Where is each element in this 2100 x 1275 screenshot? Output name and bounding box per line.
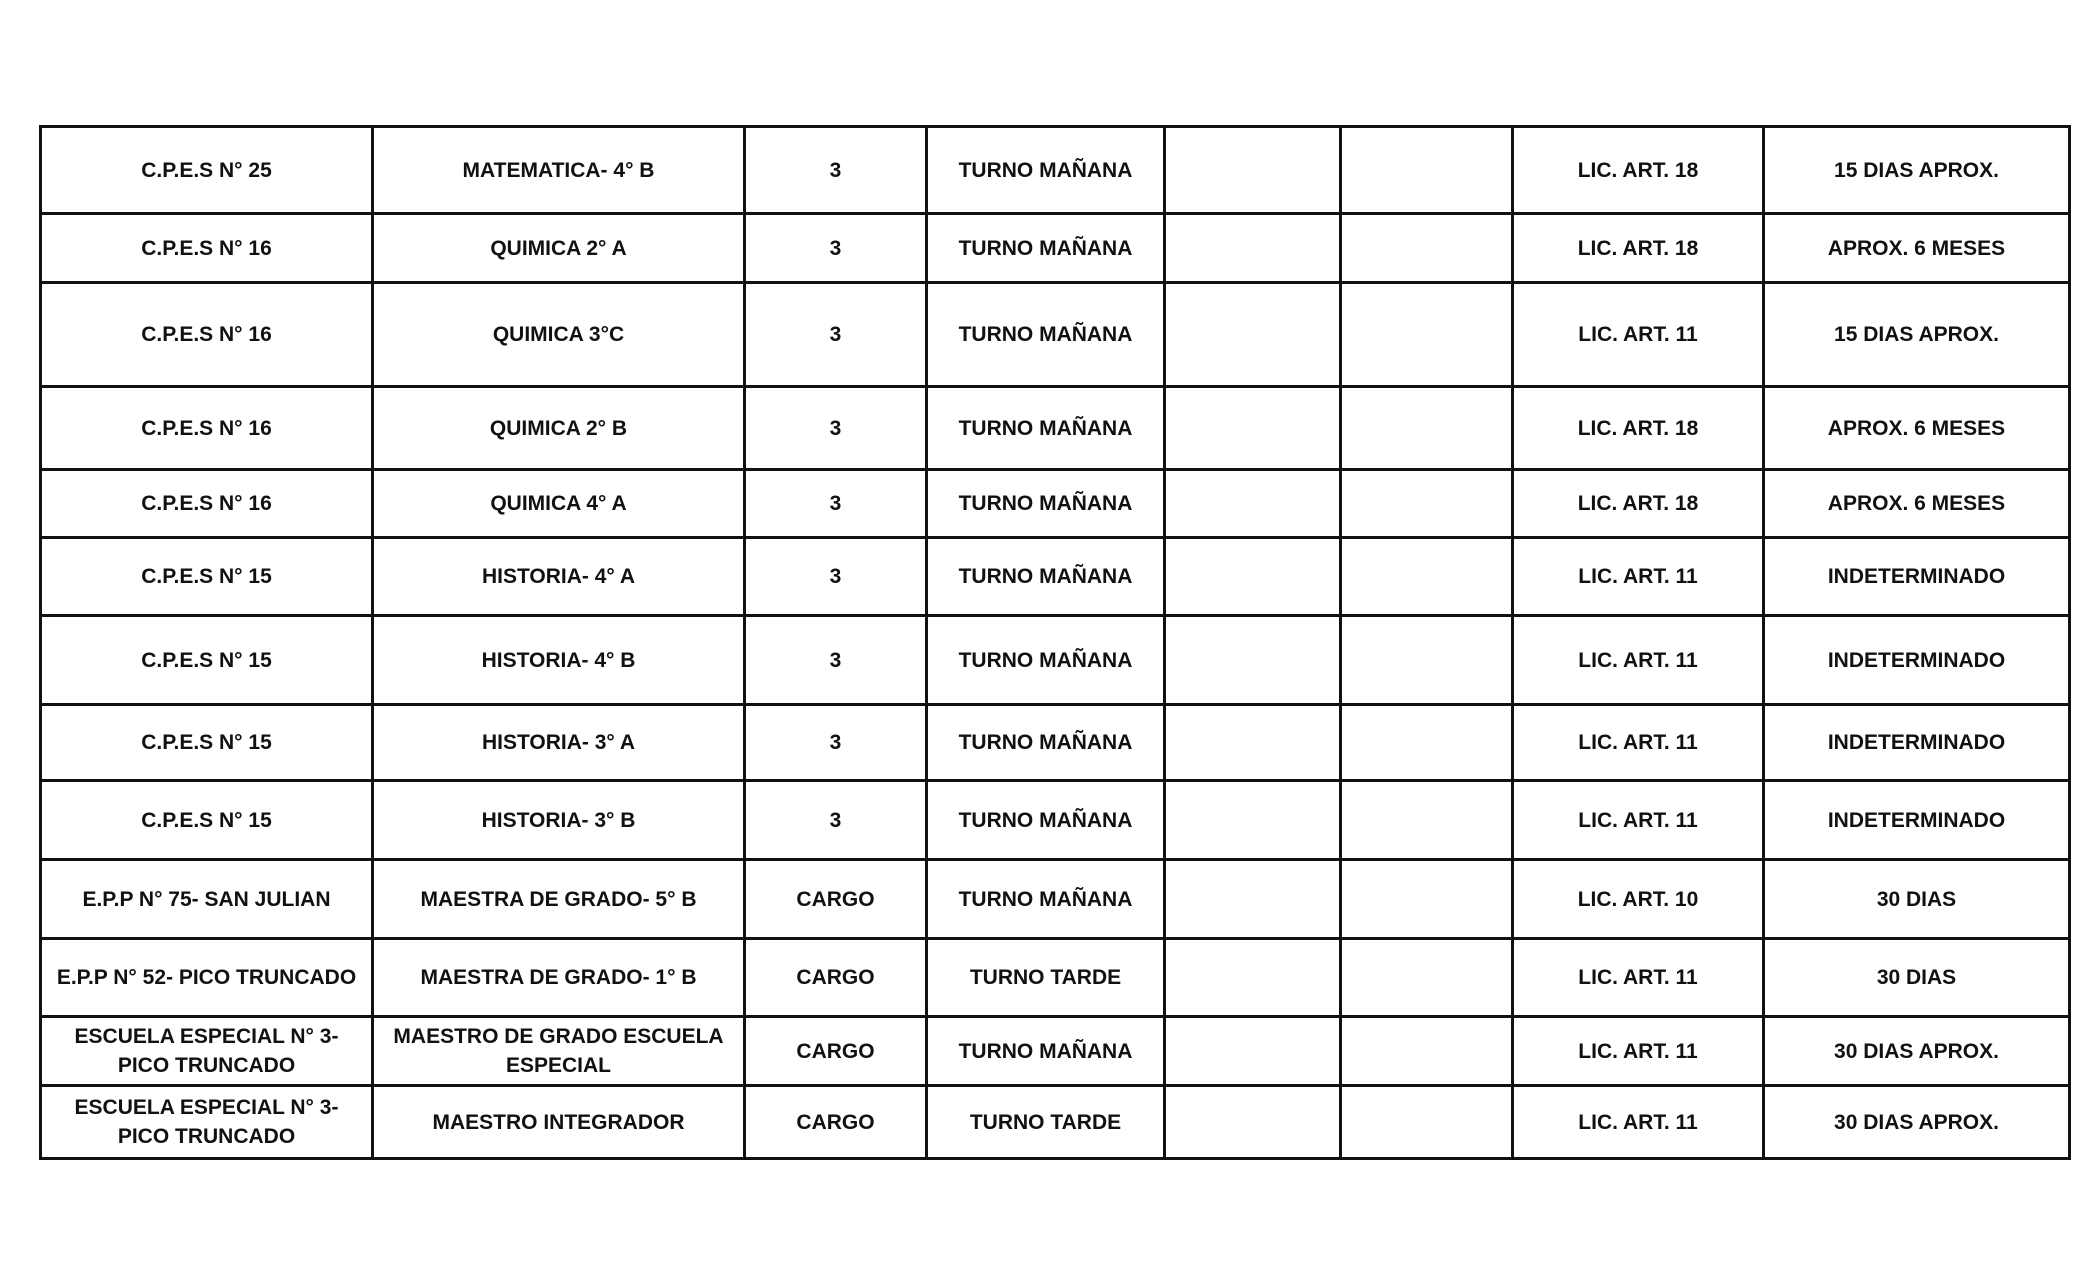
subject-cell: HISTORIA- 3° B xyxy=(373,781,745,860)
duration-cell: INDETERMINADO xyxy=(1764,616,2070,705)
table-row xyxy=(41,283,2070,387)
school-cell: C.P.E.S N° 16 xyxy=(41,283,373,387)
empty-cell xyxy=(1341,127,1513,214)
table-row xyxy=(41,1086,2070,1159)
duration-cell: APROX. 6 MESES xyxy=(1764,470,2070,538)
shift-cell: TURNO MAÑANA xyxy=(927,1017,1165,1086)
duration-cell: 15 DIAS APROX. xyxy=(1764,283,2070,387)
leave-article-cell: LIC. ART. 18 xyxy=(1513,470,1764,538)
school-cell: ESCUELA ESPECIAL N° 3- PICO TRUNCADO xyxy=(41,1086,373,1159)
empty-cell xyxy=(1341,214,1513,283)
table-row xyxy=(41,1017,2070,1086)
hours-cell: 3 xyxy=(745,538,927,616)
school-cell: C.P.E.S N° 15 xyxy=(41,705,373,781)
table-body xyxy=(41,127,2070,1159)
positions-table xyxy=(39,125,2071,1160)
table-row xyxy=(41,705,2070,781)
hours-cell: 3 xyxy=(745,470,927,538)
duration-cell: INDETERMINADO xyxy=(1764,538,2070,616)
leave-article-cell: LIC. ART. 11 xyxy=(1513,1086,1764,1159)
empty-cell xyxy=(1165,127,1341,214)
table-row xyxy=(41,127,2070,214)
table-row xyxy=(41,939,2070,1017)
hours-cell: CARGO xyxy=(745,860,927,939)
shift-cell: TURNO TARDE xyxy=(927,1086,1165,1159)
subject-cell: HISTORIA- 4° A xyxy=(373,538,745,616)
empty-cell xyxy=(1341,939,1513,1017)
empty-cell xyxy=(1341,387,1513,470)
leave-article-cell: LIC. ART. 18 xyxy=(1513,127,1764,214)
duration-cell: APROX. 6 MESES xyxy=(1764,214,2070,283)
leave-article-cell: LIC. ART. 11 xyxy=(1513,939,1764,1017)
leave-article-cell: LIC. ART. 18 xyxy=(1513,214,1764,283)
school-cell: C.P.E.S N° 16 xyxy=(41,470,373,538)
empty-cell xyxy=(1165,1017,1341,1086)
school-cell: C.P.E.S N° 16 xyxy=(41,387,373,470)
hours-cell: CARGO xyxy=(745,939,927,1017)
empty-cell xyxy=(1341,1017,1513,1086)
duration-cell: INDETERMINADO xyxy=(1764,781,2070,860)
leave-article-cell: LIC. ART. 11 xyxy=(1513,538,1764,616)
empty-cell xyxy=(1165,470,1341,538)
empty-cell xyxy=(1165,616,1341,705)
school-cell: C.P.E.S N° 25 xyxy=(41,127,373,214)
subject-cell: MAESTRA DE GRADO- 1° B xyxy=(373,939,745,1017)
table-row xyxy=(41,387,2070,470)
empty-cell xyxy=(1341,470,1513,538)
empty-cell xyxy=(1165,860,1341,939)
shift-cell: TURNO MAÑANA xyxy=(927,781,1165,860)
hours-cell: 3 xyxy=(745,387,927,470)
leave-article-cell: LIC. ART. 11 xyxy=(1513,781,1764,860)
shift-cell: TURNO MAÑANA xyxy=(927,283,1165,387)
leave-article-cell: LIC. ART. 11 xyxy=(1513,705,1764,781)
empty-cell xyxy=(1165,214,1341,283)
table-row xyxy=(41,214,2070,283)
hours-cell: 3 xyxy=(745,127,927,214)
empty-cell xyxy=(1341,705,1513,781)
hours-cell: CARGO xyxy=(745,1086,927,1159)
school-cell: C.P.E.S N° 16 xyxy=(41,214,373,283)
subject-cell: QUIMICA 2° B xyxy=(373,387,745,470)
shift-cell: TURNO MAÑANA xyxy=(927,214,1165,283)
leave-article-cell: LIC. ART. 11 xyxy=(1513,616,1764,705)
hours-cell: 3 xyxy=(745,616,927,705)
shift-cell: TURNO TARDE xyxy=(927,939,1165,1017)
duration-cell: APROX. 6 MESES xyxy=(1764,387,2070,470)
empty-cell xyxy=(1165,1086,1341,1159)
table-row xyxy=(41,470,2070,538)
hours-cell: 3 xyxy=(745,283,927,387)
subject-cell: QUIMICA 2° A xyxy=(373,214,745,283)
school-cell: C.P.E.S N° 15 xyxy=(41,781,373,860)
duration-cell: 30 DIAS APROX. xyxy=(1764,1017,2070,1086)
shift-cell: TURNO MAÑANA xyxy=(927,387,1165,470)
school-cell: C.P.E.S N° 15 xyxy=(41,538,373,616)
empty-cell xyxy=(1341,616,1513,705)
subject-cell: QUIMICA 3°C xyxy=(373,283,745,387)
shift-cell: TURNO MAÑANA xyxy=(927,860,1165,939)
school-cell: E.P.P N° 52- PICO TRUNCADO xyxy=(41,939,373,1017)
shift-cell: TURNO MAÑANA xyxy=(927,705,1165,781)
duration-cell: 15 DIAS APROX. xyxy=(1764,127,2070,214)
empty-cell xyxy=(1165,538,1341,616)
school-cell: C.P.E.S N° 15 xyxy=(41,616,373,705)
empty-cell xyxy=(1165,387,1341,470)
subject-cell: MAESTRA DE GRADO- 5° B xyxy=(373,860,745,939)
subject-cell: HISTORIA- 4° B xyxy=(373,616,745,705)
empty-cell xyxy=(1341,860,1513,939)
hours-cell: CARGO xyxy=(745,1017,927,1086)
subject-cell: MAESTRO DE GRADO ESCUELA ESPECIAL xyxy=(373,1017,745,1086)
empty-cell xyxy=(1341,538,1513,616)
table-row xyxy=(41,538,2070,616)
duration-cell: 30 DIAS xyxy=(1764,860,2070,939)
shift-cell: TURNO MAÑANA xyxy=(927,470,1165,538)
empty-cell xyxy=(1341,1086,1513,1159)
subject-cell: MAESTRO INTEGRADOR xyxy=(373,1086,745,1159)
hours-cell: 3 xyxy=(745,214,927,283)
empty-cell xyxy=(1341,283,1513,387)
shift-cell: TURNO MAÑANA xyxy=(927,538,1165,616)
school-cell: E.P.P N° 75- SAN JULIAN xyxy=(41,860,373,939)
subject-cell: MATEMATICA- 4° B xyxy=(373,127,745,214)
duration-cell: 30 DIAS xyxy=(1764,939,2070,1017)
table-row xyxy=(41,616,2070,705)
duration-cell: INDETERMINADO xyxy=(1764,705,2070,781)
empty-cell xyxy=(1165,705,1341,781)
leave-article-cell: LIC. ART. 11 xyxy=(1513,1017,1764,1086)
empty-cell xyxy=(1165,781,1341,860)
shift-cell: TURNO MAÑANA xyxy=(927,616,1165,705)
empty-cell xyxy=(1165,283,1341,387)
empty-cell xyxy=(1165,939,1341,1017)
leave-article-cell: LIC. ART. 18 xyxy=(1513,387,1764,470)
table-row xyxy=(41,860,2070,939)
leave-article-cell: LIC. ART. 11 xyxy=(1513,283,1764,387)
subject-cell: HISTORIA- 3° A xyxy=(373,705,745,781)
school-cell: ESCUELA ESPECIAL N° 3- PICO TRUNCADO xyxy=(41,1017,373,1086)
hours-cell: 3 xyxy=(745,705,927,781)
empty-cell xyxy=(1341,781,1513,860)
duration-cell: 30 DIAS APROX. xyxy=(1764,1086,2070,1159)
hours-cell: 3 xyxy=(745,781,927,860)
leave-article-cell: LIC. ART. 10 xyxy=(1513,860,1764,939)
shift-cell: TURNO MAÑANA xyxy=(927,127,1165,214)
subject-cell: QUIMICA 4° A xyxy=(373,470,745,538)
table-row xyxy=(41,781,2070,860)
